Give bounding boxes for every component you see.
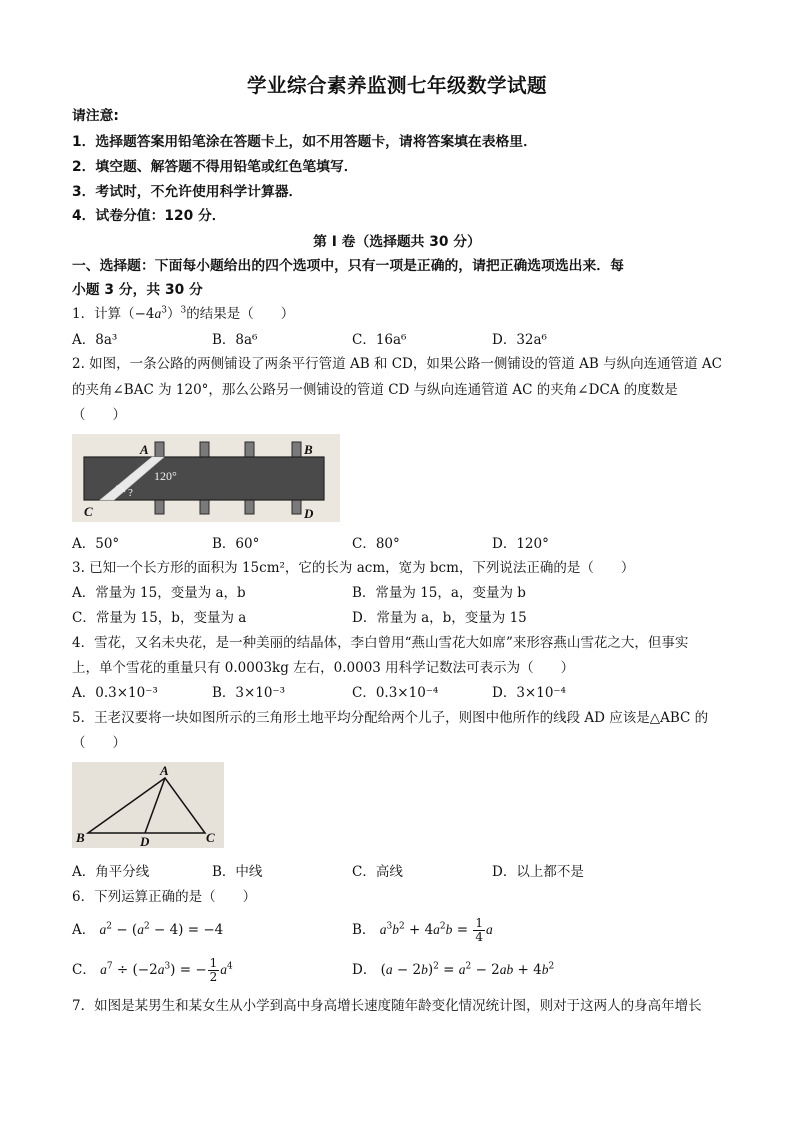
q1-option-a: A．8a³ <box>72 332 118 348</box>
q5-option-c: C．高线 <box>352 864 403 880</box>
q1-number: 1． <box>72 306 95 322</box>
q2-option-d: D．120° <box>492 536 549 552</box>
q6-option-d-label: D． <box>352 962 377 978</box>
q4-option-c: C．0.3×10⁻⁴ <box>352 685 439 701</box>
q1-stem-c: 的结果是（ ） <box>186 306 295 322</box>
question-4-line2: 上，单个雪花的重量只有 0.0003kg 左右，0.0003 用科学记数法可表示为（ ） <box>72 660 575 676</box>
question-7-line1: 7．如图是某男生和某女生从小学到高中身高增长速度随年龄变化情况统计图，则对于这两人的身高年增长 <box>72 998 702 1014</box>
question-2-line3: （ ） <box>72 407 126 423</box>
q3-option-d: D．常量为 a，b，变量为 15 <box>352 610 527 626</box>
q6-option-c-label: C． <box>72 962 96 978</box>
q1-option-c: C．16a⁶ <box>352 332 407 348</box>
section-title: 第 I 卷（选择题共 30 分） <box>313 234 481 250</box>
q5-option-a: A．角平分线 <box>72 864 150 880</box>
question-5-line2: （ ） <box>72 735 126 751</box>
q2-option-c: C．80° <box>352 536 400 552</box>
q6-option-c: C． $a^7 \div (-2a^3)$ = − $\frac{1}{2}$ $a^4$ <box>72 956 233 984</box>
question-6-stem: 6．下列运算正确的是（ ） <box>72 889 257 905</box>
q4-option-d: D．3×10⁻⁴ <box>492 685 566 701</box>
q6-option-a: A． $a^2 - (a^2 - 4) = -4$ <box>72 921 224 938</box>
q6-option-d: D． $(a - 2b)^2 = a^2 - 2ab + 4b^2$ <box>352 961 555 978</box>
notice-item: 4．试卷分值：120 分． <box>72 208 226 224</box>
q3-option-c: C．常量为 15，b，变量为 a <box>72 610 247 626</box>
fig2-label-c: C <box>206 830 215 845</box>
question-3-stem: 3. 已知一个长方形的面积为 15cm²，它的长为 acm，宽为 bcm，下列说法正确的是（ ） <box>72 560 635 576</box>
q4-option-a: A．0.3×10⁻³ <box>72 685 158 701</box>
part-heading-line1: 一、选择题：下面每小题给出的四个选项中，只有一项是正确的，请把正确选项选出来．每 <box>72 258 624 274</box>
part-heading-line2: 小题 3 分，共 30 分 <box>72 282 203 298</box>
q1-option-d: D．32a⁶ <box>492 332 547 348</box>
q3-option-a: A．常量为 15，变量为 a，b <box>72 585 246 601</box>
q1-stem-a: 计算（ <box>94 306 135 322</box>
q6-option-b: B． $a^3b^2 + 4a^2b$ = $\frac{1}{4}$ a <box>352 916 493 944</box>
exam-title: 学业综合素养监测七年级数学试题 <box>246 74 547 97</box>
fig1-unknown-angle: ? <box>128 487 133 499</box>
fig1-label-d: D <box>304 506 314 521</box>
fig1-label-a: A <box>140 442 149 457</box>
fig1-label-b: B <box>304 442 313 457</box>
fig2-label-b: B <box>76 830 85 845</box>
q5-option-d: D．以上都不是 <box>492 864 584 880</box>
fraction-one-quarter: $\frac{1}{4}$ <box>475 916 483 944</box>
question-2-line2: 的夹角∠BAC 为 120°，那么公路另一侧铺设的管道 CD 与纵向连通管道 AC 的夹角∠DCA 的度数是 <box>72 382 678 398</box>
question-5-line1: 5．王老汉要将一块如图所示的三角形土地平均分配给两个儿子，则图中他所作的线段 AD 应该是△ABC 的 <box>72 710 709 726</box>
question-2-line1: 2. 如图，一条公路的两侧铺设了两条平行管道 AB 和 CD，如果公路一侧铺设的管道 AB 与纵向连通管道 AC <box>72 356 722 372</box>
q2-option-a: A．50° <box>72 536 120 552</box>
notice-item: 2．填空题、解答题不得用铅笔或红色笔填写． <box>72 159 358 175</box>
q2-option-b: B．60° <box>212 536 260 552</box>
notice-item: 1．选择题答案用铅笔涂在答题卡上，如不用答题卡，请将答案填在表格里． <box>72 134 537 150</box>
q6-option-a-label: A． <box>72 922 96 938</box>
notice-heading: 请注意: <box>72 108 119 124</box>
pipe-road-figure <box>72 434 340 522</box>
triangle-figure <box>72 762 224 848</box>
q3-option-b: B．常量为 15，a，变量为 b <box>352 585 526 601</box>
fig1-label-c: C <box>84 504 93 519</box>
fig2-label-d: D <box>140 834 150 848</box>
q1-stem-b: ） <box>166 306 181 322</box>
q6-option-b-label: B． <box>352 922 376 938</box>
question-1-stem: 1．计算$(-4a^3)^3$的结果是（ ） <box>72 305 295 322</box>
fig2-label-a: A <box>160 763 169 778</box>
notice-item: 3．考试时，不允许使用科学计算器． <box>72 184 303 200</box>
fig1-angle-label: 120° <box>154 469 177 483</box>
q1-option-b: B．8a⁶ <box>212 332 258 348</box>
fraction-one-half: $\frac{1}{2}$ <box>209 956 218 984</box>
q4-option-b: B．3×10⁻³ <box>212 685 286 701</box>
question-4-line1: 4．雪花，又名未央花，是一种美丽的结晶体，李白曾用“燕山雪花大如席”来形容燕山雪花之大，但事实 <box>72 635 689 651</box>
q5-option-b: B．中线 <box>212 864 263 880</box>
